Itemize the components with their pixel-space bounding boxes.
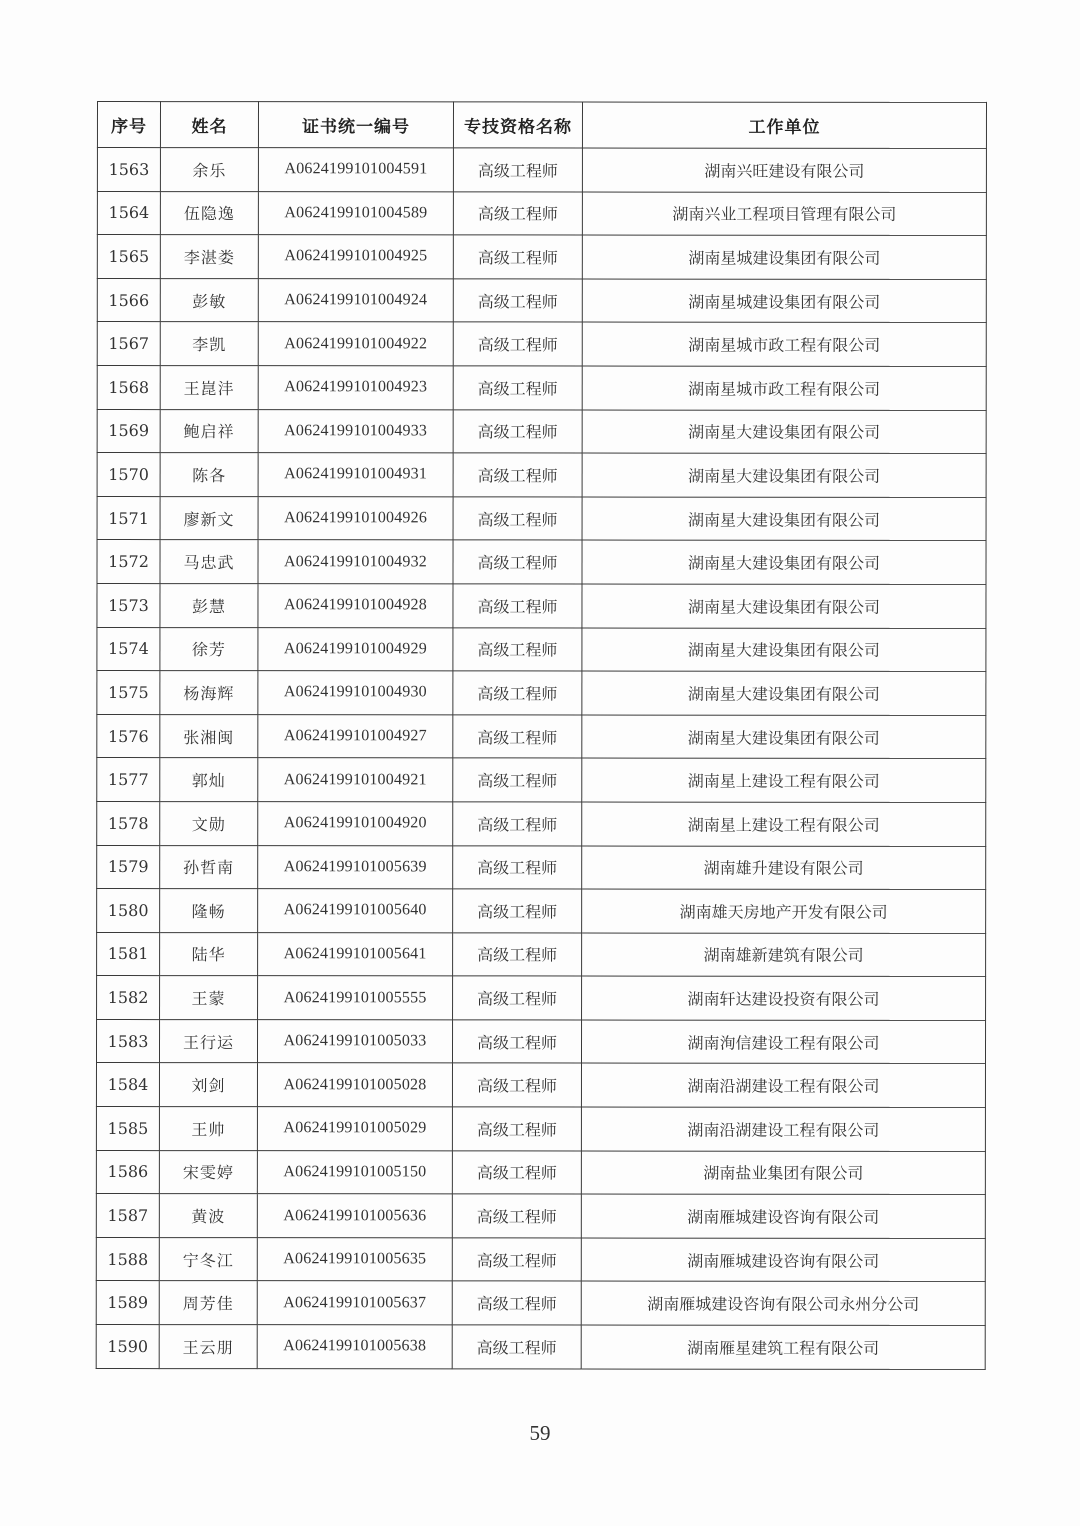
certificate-roster-table: [96, 101, 987, 1370]
header-name: 姓名: [160, 102, 258, 148]
cell-work-unit: 湖南星大建设集团有限公司: [582, 410, 986, 454]
cell-work-unit: 湖南雄天房地产开发有限公司: [582, 889, 986, 933]
header-work-unit: 工作单位: [582, 102, 986, 148]
cell-serial-number: 1565: [97, 235, 160, 279]
cell-work-unit: 湖南星城市政工程有限公司: [582, 322, 986, 366]
cell-name: 文勋: [160, 801, 258, 845]
cell-serial-number: 1564: [97, 191, 160, 235]
table-row: [97, 235, 986, 280]
cell-name: 孙哲南: [160, 845, 258, 889]
cell-qualification: 高级工程师: [452, 1194, 581, 1238]
table-row: [97, 496, 986, 541]
table-row: [97, 191, 986, 236]
cell-qualification: 高级工程师: [453, 540, 582, 584]
cell-name: 彭慧: [160, 584, 258, 628]
cell-work-unit: 湖南星城建设集团有限公司: [582, 279, 986, 323]
table-row: [97, 148, 986, 193]
cell-work-unit: 湖南星大建设集团有限公司: [582, 497, 986, 541]
cell-work-unit: 湖南盐业集团有限公司: [581, 1151, 985, 1195]
cell-certificate-number: A0624199101005638: [257, 1325, 452, 1369]
cell-work-unit: 湖南雄升建设有限公司: [582, 846, 986, 890]
cell-name: 王行运: [159, 1019, 257, 1063]
table-row: [96, 1194, 985, 1239]
cell-name: 王云朋: [159, 1325, 257, 1369]
table-row: [97, 932, 986, 977]
cell-qualification: 高级工程师: [452, 1151, 581, 1195]
cell-name: 陈各: [160, 453, 258, 497]
table-body: [96, 148, 986, 1370]
cell-name: 郭灿: [160, 758, 258, 802]
cell-name: 张湘闽: [160, 714, 258, 758]
cell-certificate-number: A0624199101004920: [258, 802, 453, 846]
cell-certificate-number: A0624199101005635: [257, 1238, 452, 1282]
cell-certificate-number: A0624199101004589: [258, 191, 453, 235]
cell-name: 廖新文: [160, 496, 258, 540]
cell-certificate-number: A0624199101005636: [257, 1194, 452, 1238]
cell-work-unit: 湖南星大建设集团有限公司: [582, 540, 986, 584]
cell-name: 王帅: [159, 1107, 257, 1151]
cell-qualification: 高级工程师: [453, 322, 582, 366]
cell-name: 隆畅: [160, 889, 258, 933]
page-number: 59: [529, 1421, 551, 1445]
cell-name: 宁冬江: [159, 1237, 257, 1281]
cell-work-unit: 湖南星大建设集团有限公司: [582, 453, 986, 497]
cell-work-unit: 湖南雄新建筑有限公司: [582, 933, 986, 977]
cell-certificate-number: A0624199101005640: [258, 889, 453, 933]
cell-serial-number: 1576: [97, 714, 160, 758]
cell-qualification: 高级工程师: [453, 584, 582, 628]
cell-name: 余乐: [160, 148, 258, 192]
cell-work-unit: 湖南星城市政工程有限公司: [582, 366, 986, 410]
cell-work-unit: 湖南星大建设集团有限公司: [582, 671, 986, 715]
cell-qualification: 高级工程师: [452, 1020, 581, 1064]
table-row: [97, 671, 986, 716]
cell-qualification: 高级工程师: [453, 279, 582, 323]
cell-certificate-number: A0624199101005028: [257, 1063, 452, 1107]
cell-certificate-number: A0624199101005033: [257, 1020, 452, 1064]
cell-qualification: 高级工程师: [453, 671, 582, 715]
cell-serial-number: 1567: [97, 322, 160, 366]
cell-name: 杨海辉: [160, 671, 258, 715]
cell-qualification: 高级工程师: [453, 497, 582, 541]
table-row: [97, 627, 986, 672]
cell-serial-number: 1577: [97, 758, 160, 802]
table-row: [96, 1237, 985, 1282]
cell-serial-number: 1586: [96, 1150, 159, 1194]
cell-name: 刘剑: [159, 1063, 257, 1107]
cell-qualification: 高级工程师: [453, 235, 582, 279]
cell-work-unit: 湖南兴业工程项目管理有限公司: [582, 192, 986, 236]
cell-qualification: 高级工程师: [453, 802, 582, 846]
cell-certificate-number: A0624199101004928: [258, 584, 453, 628]
cell-serial-number: 1573: [97, 583, 160, 627]
table-row: [97, 758, 986, 803]
cell-qualification: 高级工程师: [452, 1281, 581, 1325]
cell-name: 彭敏: [160, 278, 258, 322]
cell-serial-number: 1590: [96, 1325, 159, 1369]
cell-work-unit: 湖南沿湖建设工程有限公司: [581, 1063, 985, 1107]
cell-certificate-number: A0624199101005150: [257, 1150, 452, 1194]
cell-qualification: 高级工程师: [453, 933, 582, 977]
cell-qualification: 高级工程师: [453, 845, 582, 889]
cell-qualification: 高级工程师: [453, 366, 582, 410]
cell-serial-number: 1568: [97, 365, 160, 409]
cell-qualification: 高级工程师: [453, 758, 582, 802]
cell-serial-number: 1587: [96, 1194, 159, 1238]
cell-work-unit: 湖南雁城建设咨询有限公司: [581, 1194, 985, 1238]
cell-serial-number: 1563: [97, 148, 160, 192]
table-row: [97, 322, 986, 367]
cell-qualification: 高级工程师: [452, 1063, 581, 1107]
cell-work-unit: 湖南星大建设集团有限公司: [582, 628, 986, 672]
cell-serial-number: 1569: [97, 409, 160, 453]
cell-qualification: 高级工程师: [452, 1107, 581, 1151]
table-row: [97, 540, 986, 585]
cell-work-unit: 湖南雁星建筑工程有限公司: [581, 1325, 985, 1369]
cell-certificate-number: A0624199101004923: [258, 366, 453, 410]
cell-serial-number: 1583: [96, 1019, 159, 1063]
cell-certificate-number: A0624199101004921: [258, 758, 453, 802]
cell-qualification: 高级工程师: [452, 1325, 581, 1369]
table-row: [96, 1150, 985, 1195]
cell-work-unit: 湖南雁城建设咨询有限公司永州分公司: [581, 1281, 985, 1325]
table-row: [96, 1281, 985, 1326]
cell-certificate-number: A0624199101005639: [258, 845, 453, 889]
table-row: [97, 365, 986, 410]
cell-name: 徐芳: [160, 627, 258, 671]
cell-serial-number: 1578: [97, 801, 160, 845]
cell-certificate-number: A0624199101005555: [258, 976, 453, 1020]
table-row: [97, 976, 986, 1021]
cell-qualification: 高级工程师: [453, 715, 582, 759]
cell-qualification: 高级工程师: [453, 148, 582, 192]
cell-serial-number: 1581: [97, 932, 160, 976]
cell-serial-number: 1579: [97, 845, 160, 889]
cell-serial-number: 1571: [97, 496, 160, 540]
table-row: [97, 278, 986, 323]
cell-certificate-number: A0624199101004926: [258, 496, 453, 540]
cell-name: 李凯: [160, 322, 258, 366]
cell-serial-number: 1580: [97, 889, 160, 933]
cell-certificate-number: A0624199101004925: [258, 235, 453, 279]
header-row: [97, 102, 986, 149]
cell-certificate-number: A0624199101004930: [258, 671, 453, 715]
cell-certificate-number: A0624199101004932: [258, 540, 453, 584]
cell-work-unit: 湖南星城建设集团有限公司: [582, 235, 986, 279]
table-row: [97, 889, 986, 934]
table-row: [97, 583, 986, 628]
cell-work-unit: 湖南轩达建设投资有限公司: [582, 976, 986, 1020]
cell-serial-number: 1585: [96, 1107, 159, 1151]
cell-serial-number: 1584: [96, 1063, 159, 1107]
table-row: [96, 1019, 985, 1064]
cell-serial-number: 1572: [97, 540, 160, 584]
cell-certificate-number: A0624199101004933: [258, 409, 453, 453]
cell-serial-number: 1582: [97, 976, 160, 1020]
cell-name: 黄波: [159, 1194, 257, 1238]
cell-qualification: 高级工程师: [453, 627, 582, 671]
cell-qualification: 高级工程师: [453, 409, 582, 453]
cell-qualification: 高级工程师: [453, 889, 582, 933]
table-row: [97, 409, 986, 454]
cell-certificate-number: A0624199101004931: [258, 453, 453, 497]
table-row: [97, 845, 986, 890]
cell-name: 王蒙: [160, 976, 258, 1020]
cell-work-unit: 湖南沿湖建设工程有限公司: [581, 1107, 985, 1151]
cell-certificate-number: A0624199101005641: [258, 932, 453, 976]
cell-name: 马忠武: [160, 540, 258, 584]
cell-serial-number: 1588: [96, 1237, 159, 1281]
header-certificate-number: 证书统一编号: [258, 102, 453, 148]
cell-name: 伍隐逸: [160, 191, 258, 235]
cell-certificate-number: A0624199101004929: [258, 627, 453, 671]
cell-name: 王崑沣: [160, 366, 258, 410]
table-header: [97, 102, 986, 149]
cell-work-unit: 湖南星大建设集团有限公司: [582, 584, 986, 628]
cell-name: 陆华: [160, 932, 258, 976]
table-row: [96, 1063, 985, 1108]
cell-certificate-number: A0624199101005029: [257, 1107, 452, 1151]
cell-serial-number: 1570: [97, 453, 160, 497]
table-row: [96, 1325, 985, 1370]
cell-work-unit: 湖南星上建设工程有限公司: [582, 758, 986, 802]
cell-work-unit: 湖南雁城建设咨询有限公司: [581, 1238, 985, 1282]
cell-certificate-number: A0624199101004591: [258, 148, 453, 192]
table-row: [97, 714, 986, 759]
cell-work-unit: 湖南洵信建设工程有限公司: [581, 1020, 985, 1064]
cell-work-unit: 湖南兴旺建设有限公司: [582, 148, 986, 192]
cell-qualification: 高级工程师: [453, 453, 582, 497]
table-row: [96, 1107, 985, 1152]
table-row: [97, 453, 986, 498]
header-serial-number: 序号: [97, 102, 160, 148]
cell-serial-number: 1589: [96, 1281, 159, 1325]
cell-qualification: 高级工程师: [452, 1238, 581, 1282]
cell-name: 李湛娄: [160, 235, 258, 279]
cell-work-unit: 湖南星上建设工程有限公司: [582, 802, 986, 846]
cell-serial-number: 1566: [97, 278, 160, 322]
cell-certificate-number: A0624199101004924: [258, 278, 453, 322]
cell-name: 宋雯婷: [159, 1150, 257, 1194]
cell-certificate-number: A0624199101004927: [258, 714, 453, 758]
cell-work-unit: 湖南星大建设集团有限公司: [582, 715, 986, 759]
cell-qualification: 高级工程师: [453, 976, 582, 1020]
cell-name: 周芳佳: [159, 1281, 257, 1325]
cell-certificate-number: A0624199101004922: [258, 322, 453, 366]
cell-qualification: 高级工程师: [453, 191, 582, 235]
table-row: [97, 801, 986, 846]
cell-serial-number: 1574: [97, 627, 160, 671]
header-qualification: 专技资格名称: [453, 102, 582, 148]
cell-serial-number: 1575: [97, 671, 160, 715]
cell-certificate-number: A0624199101005637: [257, 1281, 452, 1325]
cell-name: 鲍启祥: [160, 409, 258, 453]
